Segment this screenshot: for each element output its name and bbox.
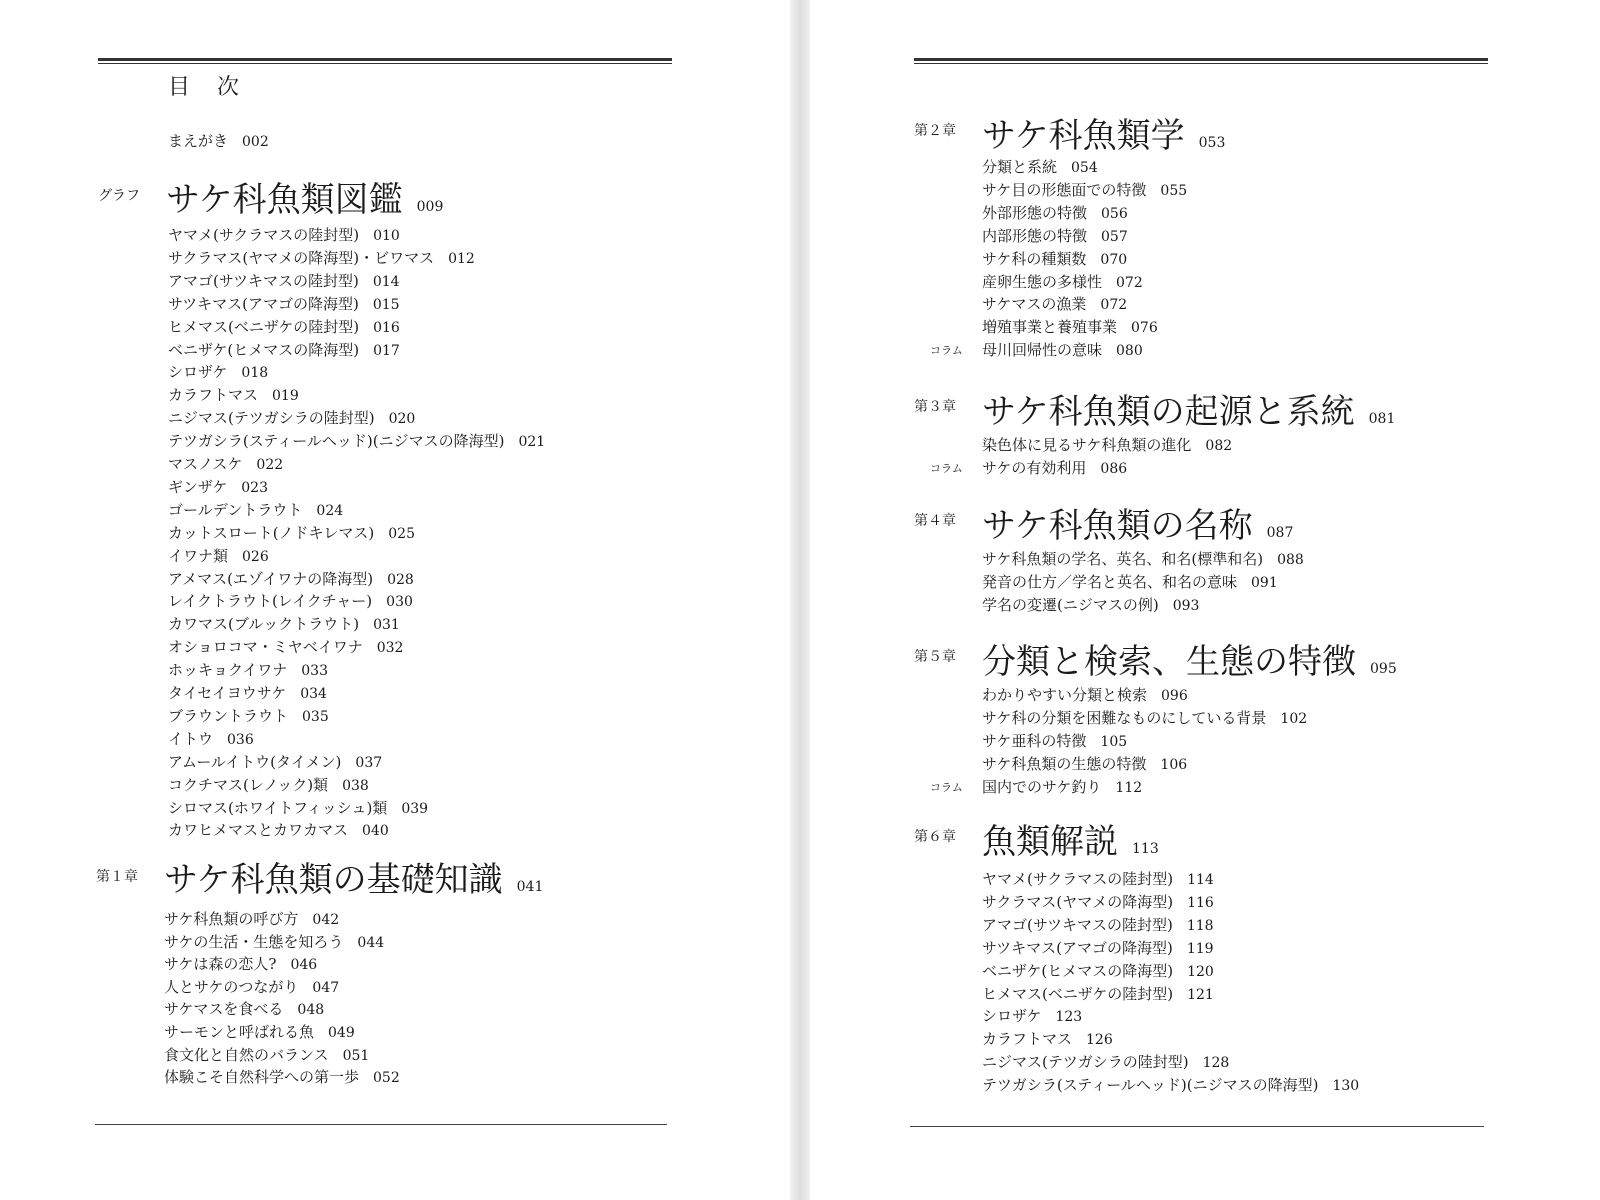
toc-entry[interactable] [164,953,317,974]
entry-page: 128 [1202,1055,1230,1072]
entry-text: ホッキョクイワナ [168,661,288,680]
entry-text: サケは森の恋人? [164,955,277,974]
toc-entry[interactable] [982,225,1128,246]
toc-entry[interactable] [982,1051,1229,1072]
toc-entry[interactable] [168,728,254,749]
entry-text: サケ科の分類を困難なものにしている背景 [982,708,1267,727]
toc-entry[interactable] [982,594,1199,615]
heading-page: 081 [1368,411,1396,427]
heading-text: サケ科魚類学 [982,116,1185,156]
entry-text: 母川回帰性の意味 [982,341,1103,360]
entry-page: 044 [357,934,385,951]
heading-page: 009 [416,199,444,215]
entry-page: 112 [1115,779,1143,796]
entry-page: 025 [388,525,415,542]
entry-text: アメマス(エゾイワナの降海型) [168,569,374,588]
entry-text: サケ科の種類数 [982,249,1087,268]
left-page [0,0,790,1200]
entry-text: サケ科魚類の生態の特徴 [982,754,1147,773]
entry-page: 030 [386,594,413,611]
entry-page: 047 [312,979,340,996]
entry-page: 035 [302,708,329,725]
entry-page: 114 [1187,872,1214,888]
toc-entry[interactable] [982,1005,1082,1026]
entry-page: 002 [242,134,269,150]
entry-page: 033 [301,663,328,680]
toc-entry[interactable] [982,891,1214,912]
book-gutter [790,0,810,1200]
toc-title: 目 次 [168,75,249,100]
toc-entry[interactable] [168,499,343,520]
entry-text: カワマス(ブルックトラウト) [168,615,360,634]
entry-text: サケの有効利用 [982,458,1087,477]
toc-entry[interactable] [168,522,415,543]
entry-text: 発音の仕方／学名と英名、和名の意味 [982,572,1238,591]
toc-entry[interactable] [982,248,1127,269]
entry-text: サツキマス(アマゴの降海型) [168,294,359,313]
toc-entry[interactable] [982,983,1214,1004]
toc-entry[interactable] [168,430,545,451]
toc-entry[interactable] [168,384,299,405]
toc-entry[interactable] [982,271,1143,292]
toc-entry[interactable] [168,797,428,818]
toc-entry[interactable] [168,545,269,566]
toc-entry[interactable] [168,568,414,589]
section-label: グラフ [98,188,140,204]
toc-entry[interactable] [982,730,1127,751]
entry-text: サケマスを食べる [164,1000,284,1019]
entry-text: アマゴ(サツキマスの陸封型) [982,915,1173,934]
toc-entry[interactable] [168,819,389,840]
toc-entry[interactable] [168,316,400,337]
entry-text: 外部形態の特徴 [982,203,1088,222]
entry-page: 076 [1131,320,1158,337]
entry-page: 014 [372,273,400,290]
entry-page: 012 [448,250,475,267]
entry-text: ヤマメ(サクラマスの陸封型) [982,870,1174,888]
entry-page: 051 [342,1047,370,1064]
right-page [810,0,1600,1200]
entry-text: 人とサケのつながり [164,977,299,996]
entry-text: 国内でのサケ釣り [982,777,1102,796]
entry-page: 096 [1161,688,1188,704]
toc-entry[interactable] [168,293,400,314]
entry-text: イトウ [168,729,214,748]
entry-page: 017 [373,342,400,359]
heading-page: 053 [1198,135,1226,151]
entry-page: 042 [312,912,340,928]
entry-text: 染色体に見るサケ科魚類の進化 [982,436,1192,454]
chapter-heading[interactable] [982,634,1397,683]
entry-page: 024 [316,502,344,519]
column-label: コラム [930,461,963,475]
entry-page: 039 [401,800,429,817]
entry-text: カワヒメマスとカワカマス [168,821,349,840]
column-label: コラム [930,780,963,794]
entry-text: ベニザケ(ヒメマスの降海型) [168,340,360,359]
toc-entry[interactable] [164,908,339,929]
chapter-label: 第３章 [914,399,956,415]
top-rule [98,58,672,64]
heading-text: サケ科魚類の名称 [982,506,1253,546]
entry-page: 102 [1280,710,1308,727]
toc-entry[interactable] [982,179,1187,200]
toc-entry[interactable] [168,453,283,474]
top-rule [914,58,1488,64]
entry-page: 015 [372,296,400,313]
entry-text: ギンザケ [168,477,228,496]
bottom-rule [910,1126,1484,1127]
toc-entry[interactable] [168,247,475,268]
chapter-heading[interactable] [982,498,1293,547]
entry-page: 037 [355,754,383,771]
entry-page: 105 [1100,733,1128,750]
entry-page: 130 [1332,1078,1360,1095]
entry-text: アマゴ(サツキマスの陸封型) [168,271,359,290]
entry-text: 産卵生態の多様性 [982,272,1103,291]
entry-text: サクラマス(ヤマメの降海型) [982,892,1174,911]
toc-entry[interactable] [982,1028,1113,1049]
toc-entry[interactable] [168,751,382,772]
entry-page: 052 [373,1070,400,1087]
entry-text: 分類と系統 [982,158,1058,176]
entry-page: 120 [1187,963,1214,980]
entry-text: カラフトマス [982,1030,1073,1049]
entry-text: 食文化と自然のバランス [164,1045,329,1064]
entry-text: サケの生活・生態を知ろう [164,932,344,951]
toc-entry[interactable] [982,156,1098,177]
toc-entry-preface[interactable] [168,130,269,151]
toc-entry[interactable] [168,476,268,497]
entry-text: サケマスの漁業 [982,295,1087,314]
entry-page: 080 [1116,343,1143,360]
entry-page: 021 [518,434,546,451]
entry-text: カットスロート(ノドキレマス) [168,523,375,542]
entry-text: ニジマス(テツガシラの陸封型) [982,1053,1189,1072]
toc-entry[interactable] [982,293,1127,314]
toc-entry[interactable] [168,270,400,291]
entry-page: 091 [1251,574,1278,591]
entry-page: 072 [1116,274,1143,291]
entry-text: レイクトラウト(レイクチャー) [168,592,373,611]
toc-entry[interactable] [168,774,369,795]
entry-page: 121 [1187,986,1214,1003]
entry-page: 031 [373,617,400,634]
entry-text: サケ亜科の特徴 [982,731,1087,750]
entry-page: 088 [1277,552,1304,568]
entry-text: コクチマス(レノック)類 [168,775,329,794]
chapter-label: 第１章 [96,869,138,885]
toc-entry[interactable] [982,753,1187,774]
section-heading-graph[interactable] [166,172,443,221]
entry-page: 093 [1172,597,1200,614]
entry-page: 072 [1100,297,1128,314]
entry-text: タイセイヨウサケ [168,684,287,702]
entry-page: 055 [1160,182,1188,199]
bottom-rule [95,1124,667,1125]
toc-entry[interactable] [982,776,1142,797]
entry-page: 056 [1101,205,1128,222]
entry-text: ゴールデントラウト [168,500,303,519]
entry-text: シロザケ [168,363,228,382]
entry-page: 057 [1101,228,1128,245]
entry-text: ヒメマス(ベニザケの陸封型) [168,317,360,336]
toc-entry[interactable] [982,684,1188,705]
toc-entry[interactable] [982,937,1214,958]
toc-entry[interactable] [168,590,413,611]
entry-text: 内部形態の特徴 [982,226,1088,245]
heading-page: 113 [1132,841,1159,857]
entry-text: サーモンと呼ばれる魚 [164,1023,315,1041]
toc-entry[interactable] [164,976,339,997]
heading-page: 095 [1370,661,1397,677]
heading-text: サケ科魚類の起源と系統 [982,392,1355,432]
entry-text: オショロコマ・ミヤベイワナ [168,638,363,657]
chapter-label: 第４章 [914,513,956,529]
toc-entry[interactable] [168,224,400,245]
chapter-heading-1[interactable] [164,852,543,901]
entry-text: シロザケ [982,1007,1042,1026]
entry-text: ベニザケ(ヒメマスの降海型) [982,961,1174,980]
column-label: コラム [930,344,963,358]
toc-entry[interactable] [982,960,1214,981]
toc-entry[interactable] [164,1021,355,1042]
entry-page: 046 [290,957,318,974]
toc-entry[interactable] [982,434,1232,455]
entry-page: 116 [1187,894,1214,911]
entry-text: ヒメマス(ベニザケの陸封型) [982,984,1174,1003]
entry-page: 022 [256,457,284,473]
entry-text: 学名の変遷(ニジマスの例) [982,595,1159,614]
entry-page: 026 [242,548,269,565]
toc-entry[interactable] [982,914,1214,935]
toc-entry[interactable] [982,316,1158,337]
toc-entry[interactable] [168,339,400,360]
toc-entry[interactable] [164,998,324,1019]
heading-text: サケ科魚類の基礎知識 [164,860,503,900]
entry-page: 018 [241,365,269,382]
entry-text: カラフトマス [168,386,259,405]
chapter-label: 第５章 [914,649,956,665]
toc-entry[interactable] [982,571,1278,592]
heading-page: 041 [516,879,544,895]
entry-page: 036 [227,731,254,748]
toc-entry[interactable] [982,202,1128,223]
toc-entry[interactable] [168,659,328,680]
entry-text: サケ科魚類の呼び方 [164,910,299,928]
entry-text: サケ科魚類の学名、英名、和名(標準和名) [982,550,1264,568]
entry-page: 049 [328,1025,355,1041]
entry-page: 020 [388,411,416,428]
entry-page: 040 [362,823,389,840]
toc-entry[interactable] [982,548,1304,569]
entry-page: 126 [1086,1032,1113,1049]
entry-page: 119 [1186,940,1214,957]
toc-entry[interactable] [168,613,400,634]
entry-text: サケ目の形態面での特徴 [982,180,1147,199]
entry-text: ニジマス(テツガシラの陸封型) [168,409,375,428]
toc-entry[interactable] [168,636,403,657]
chapter-heading[interactable] [982,814,1159,863]
entry-text: シロマス(ホワイトフィッシュ)類 [168,798,388,817]
entry-page: 054 [1071,160,1098,176]
toc-entry[interactable] [168,361,268,382]
toc-entry[interactable] [982,457,1127,478]
heading-text: 分類と検索、生態の特徴 [982,642,1356,682]
toc-entry[interactable] [168,705,329,726]
toc-entry[interactable] [164,1066,400,1087]
heading-text: 魚類解説 [982,822,1118,862]
entry-text: わかりやすい分類と検索 [982,686,1148,704]
entry-page: 070 [1100,251,1128,268]
entry-page: 082 [1205,438,1233,454]
toc-entry[interactable] [168,682,327,703]
heading-text: サケ科魚類図鑑 [166,180,403,220]
entry-page: 023 [241,479,268,496]
chapter-heading[interactable] [982,108,1225,157]
chapter-label: 第２章 [914,123,956,139]
entry-page: 038 [342,777,369,794]
chapter-heading[interactable] [982,384,1395,433]
toc-entry[interactable] [982,339,1143,360]
entry-page: 048 [297,1002,325,1019]
entry-text: ブラウントラウト [168,706,289,725]
entry-text: 増殖事業と養殖事業 [982,318,1118,337]
toc-entry[interactable] [168,407,415,428]
entry-text: テツガシラ(スティールヘッド)(ニジマスの降海型) [168,432,505,451]
toc-entry[interactable] [982,1074,1359,1095]
entry-page: 123 [1055,1009,1083,1026]
entry-text: イワナ類 [168,546,229,565]
chapter-label: 第６章 [914,829,956,845]
entry-text: サクラマス(ヤマメの降海型)・ビワマス [168,248,435,267]
heading-page: 087 [1266,525,1294,541]
entry-page: 019 [272,388,299,405]
entry-page: 032 [376,640,404,657]
entry-page: 106 [1160,756,1188,773]
entry-page: 086 [1100,460,1128,477]
entry-text: テツガシラ(スティールヘッド)(ニジマスの降海型) [982,1076,1319,1095]
entry-text: マスノスケ [168,455,243,473]
entry-text: まえがき [168,132,229,150]
entry-text: サツキマス(アマゴの降海型) [982,938,1173,957]
toc-entry[interactable] [164,1044,369,1065]
entry-page: 118 [1186,917,1214,934]
entry-page: 010 [373,228,400,244]
entry-page: 016 [373,319,400,336]
toc-entry[interactable] [982,707,1307,728]
entry-page: 028 [387,571,414,588]
toc-entry[interactable] [164,931,384,952]
entry-text: アムールイトウ(タイメン) [168,752,342,771]
toc-entry[interactable] [982,868,1214,889]
entry-text: 体験こそ自然科学への第一歩 [164,1068,360,1087]
entry-page: 034 [300,686,327,702]
entry-text: ヤマメ(サクラマスの陸封型) [168,226,360,244]
